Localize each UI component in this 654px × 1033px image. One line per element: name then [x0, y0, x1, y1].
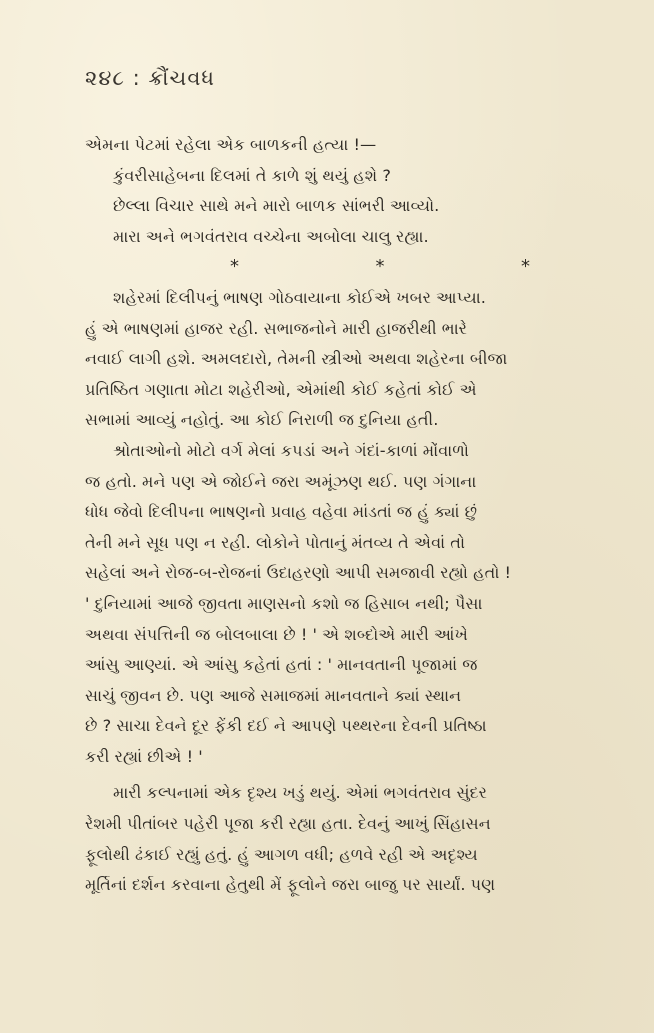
text-line: અથવા સંપત્તિની જ બોલબાલા છે ! ' એ શબ્દોએ મારી આંખે: [85, 624, 468, 644]
text-line: સભામાં આવ્યું નહોતું. આ કોઈ નિરાળી જ દુનિયા હતી.: [85, 410, 439, 430]
text-line: મૂર્તિનાં દર્શન કરવાના હેતુથી મેં ફૂલોને જરા બાજુ પર સાર્યાં. પણ: [85, 875, 496, 895]
page-header: [85, 66, 215, 91]
paragraph: [85, 436, 590, 773]
text-line: મારી કલ્પનામાં એક દૃશ્ય ખડું થયું. એમાં ભગવંતરાવ સુંદર: [113, 783, 488, 803]
separator-star: *: [230, 256, 239, 278]
text-line: જ હતો. મને પણ એ જોઈને જરા અમૂંઝણ થઈ. પણ ગંગાના: [85, 471, 477, 491]
text-line: શ્રોતાઓનો મોટો વર્ગ મેલાં કપડાં અને ગંદાં-કાળાં મોંવાળો: [113, 440, 469, 460]
text-line: સહેલાં અને રોજ-બ-રોજનાં ઉદાહરણો આપી સમજાવી રહ્યો હતો !: [85, 563, 511, 583]
text-line: ધોધ જેવો દિલીપના ભાષણનો પ્રવાહ વહેવા માંડતાં જ હું ક્યાં છું: [85, 502, 478, 522]
text-line: તેની મને સૂધ પણ ન રહી. લોકોને પોતાનું મંતવ્ય તે એવાં તો: [85, 532, 466, 552]
paragraph: [85, 283, 590, 436]
section-separator: [85, 252, 590, 283]
text-line: રેશમી પીતાંબર પહેરી પૂજા કરી રહ્યા હતા. દેવનું આખું સિંહાસન: [85, 814, 491, 834]
text-line: છેલ્લા વિચાર સાથે મને મારો બાળક સાંભરી આવ્યો.: [113, 196, 440, 216]
text-line: ' દુનિયામાં આજે જીવતા માણસનો કશો જ હિસાબ નથી; પૈસા: [85, 593, 483, 613]
text-line: હું એ ભાષણમાં હાજર રહી. સભાજનોને મારી હાજરીથી ભારે: [85, 318, 468, 338]
text-line: આંસુ આણ્યાં. એ આંસુ કહેતાં હતાં : ' માનવતાની પૂજામાં જ: [85, 655, 478, 675]
separator-star: *: [375, 256, 385, 278]
section-one: [85, 130, 590, 252]
text-line: સાચું જીવન છે. પણ આજે સમાજમાં માનવતાને ક્યાં સ્થાન: [85, 685, 462, 705]
text-line: ફૂલોથી ઢંકાઈ રહ્યું હતું. હું આગળ વધી; હળવે રહી એ અદૃશ્ય: [85, 844, 478, 864]
separator-star: *: [521, 256, 530, 278]
page-number-and-title: ૨૪૮ : ક્રૌંચવધ: [85, 66, 216, 90]
text-line: કુંવરીસાહેબના દિલમાં તે કાળે શું થયું હશે ?: [113, 165, 391, 185]
text-line: નવાઈ લાગી હશે. અમલદારો, તેમની સ્ત્રીઓ અથવા શહેરના બીજા: [85, 349, 508, 369]
text-line: કરી રહ્યાં છીએ ! ': [85, 746, 203, 766]
text-line: મારા અને ભગવંતરાવ વચ્ચેના અબોલા ચાલુ રહ્યા.: [113, 226, 429, 246]
text-line: છે ? સાચા દેવને દૂર ફેંકી દઈ ને આપણે પથ્થરના દેવની પ્રતિષ્ઠા: [85, 716, 487, 736]
text-line: પ્રતિષ્ઠિત ગણાતા મોટા શહેરીઓ, એમાંથી કોઈ કહેતાં કોઈ એ: [85, 379, 477, 399]
text-line: એમના પેટમાં રહેલા એક બાળકની હત્યા !—: [85, 135, 377, 154]
paragraph: [85, 778, 590, 900]
page-body: [85, 130, 590, 901]
text-line: શહેરમાં દિલીપનું ભાષણ ગોઠવાયાના કોઈએ ખબર આપ્યા.: [113, 287, 486, 307]
